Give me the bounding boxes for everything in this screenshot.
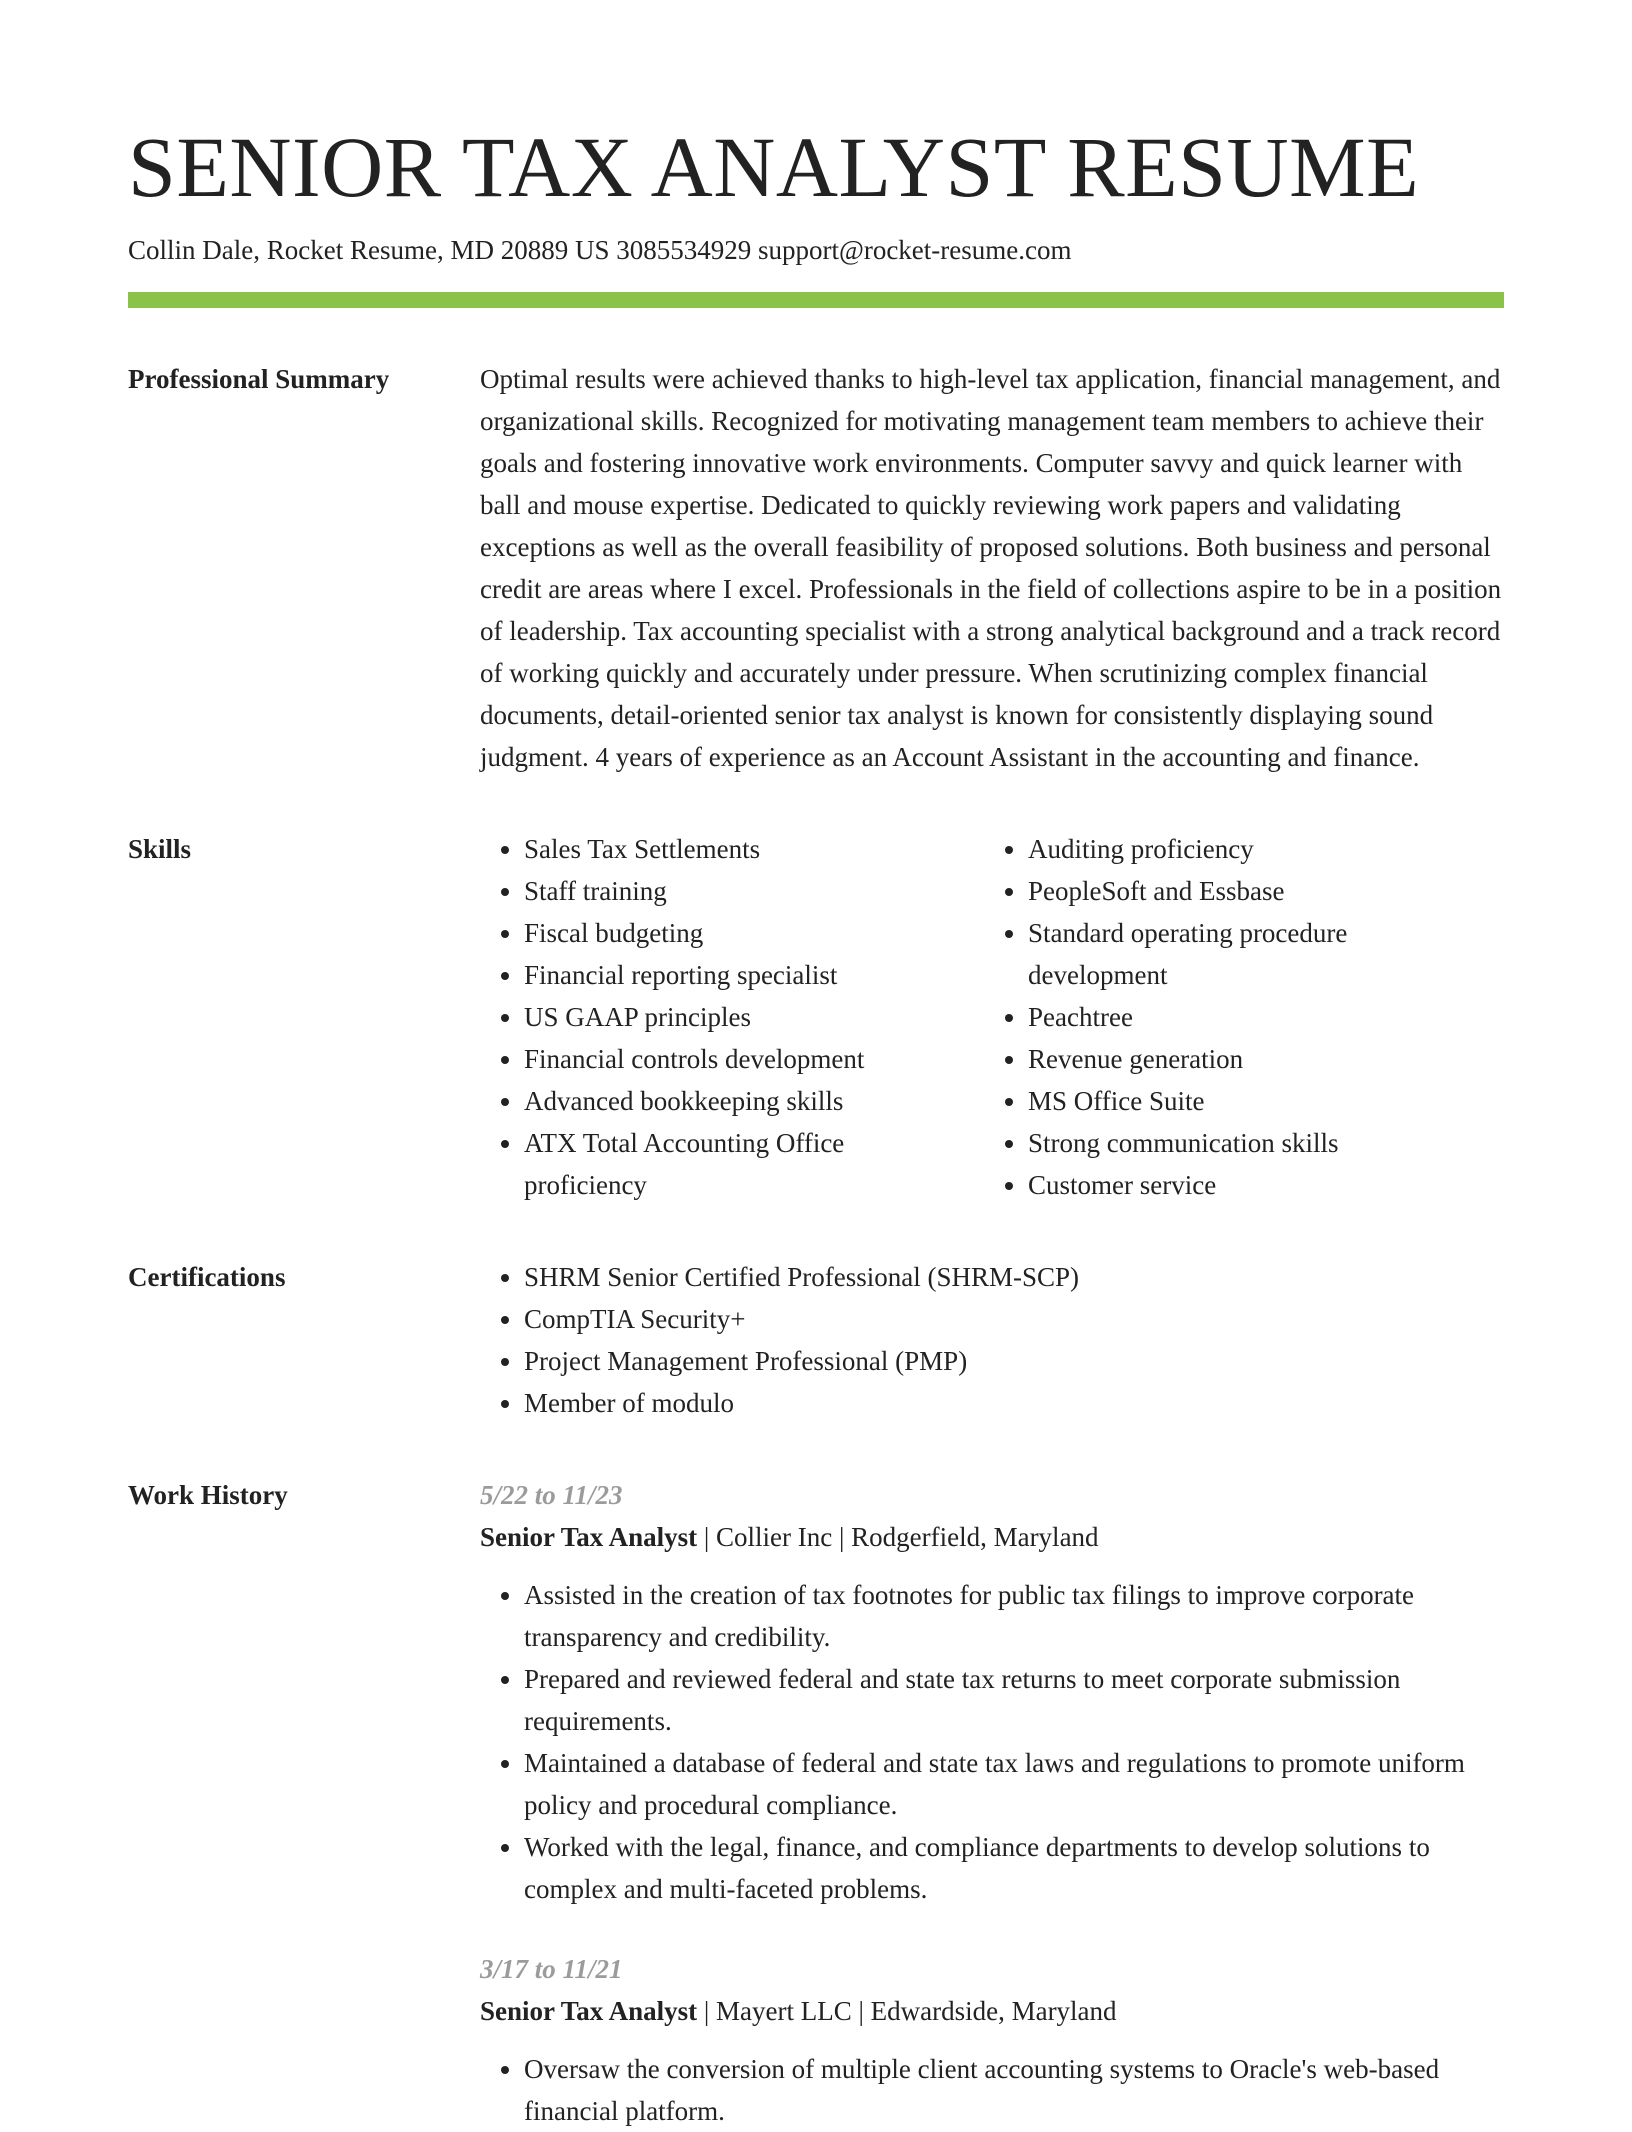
job-bullet: • Assisted in the creation of tax footnotes for public tax filings to improve corporate transparency and credibility. — [524, 1574, 1504, 1658]
resume-title: SENIOR TAX ANALYST RESUME — [128, 119, 1420, 215]
job-bullets — [480, 1574, 1504, 1910]
skill-item: • MS Office Suite — [1028, 1080, 1504, 1122]
skill-item: • Revenue generation — [1028, 1038, 1504, 1080]
skill-item: • Customer service — [1028, 1164, 1504, 1206]
certifications-section — [128, 1256, 1504, 1424]
summary-section — [128, 358, 1504, 778]
skill-item: • Staff training — [524, 870, 984, 912]
skill-item: • ATX Total Accounting Office proficiency — [524, 1122, 984, 1206]
certifications-list — [480, 1256, 1504, 1424]
skills-list-left — [480, 828, 984, 1206]
job-bullet: • Prepared and reviewed federal and state tax returns to meet corporate submission requirements. — [524, 1658, 1504, 1742]
job-bullets — [480, 2048, 1504, 2132]
job-dates: 5/22 to 11/23 — [480, 1480, 623, 1510]
section-label-work-history: Work History — [128, 1480, 288, 1510]
job-title: Senior Tax Analyst — [480, 1996, 698, 2026]
job-entry — [480, 1474, 1504, 1910]
job-company-location: | Collier Inc | Rodgerfield, Maryland — [697, 1522, 1099, 1552]
job-bullet: • Worked with the legal, finance, and compliance departments to develop solutions to complex and multi-faceted problems. — [524, 1826, 1504, 1910]
skill-item: • Auditing proficiency — [1028, 828, 1504, 870]
header-divider — [128, 292, 1504, 308]
skills-section — [128, 828, 1504, 1206]
skill-item: • Strong communication skills — [1028, 1122, 1504, 1164]
skill-item: • Sales Tax Settlements — [524, 828, 984, 870]
job-title: Senior Tax Analyst — [480, 1522, 698, 1552]
skills-list-right — [984, 828, 1504, 1206]
certification-item: • Member of modulo — [524, 1382, 1504, 1424]
work-history-section — [128, 1474, 1504, 2132]
section-label-certifications: Certifications — [128, 1262, 286, 1292]
section-label-skills: Skills — [128, 834, 192, 864]
skill-item: • US GAAP principles — [524, 996, 984, 1038]
skill-item: • Standard operating procedure development — [1028, 912, 1504, 996]
job-entry — [480, 1948, 1504, 2132]
certification-item: • CompTIA Security+ — [524, 1298, 1504, 1340]
resume-page — [128, 112, 1504, 2132]
skill-item: • Fiscal budgeting — [524, 912, 984, 954]
job-bullet: • Maintained a database of federal and state tax laws and regulations to promote uniform policy and procedural compliance. — [524, 1742, 1504, 1826]
contact-line: Collin Dale, Rocket Resume, MD 20889 US 3085534929 support@rocket-resume.com — [128, 235, 1072, 265]
skill-item: • Advanced bookkeeping skills — [524, 1080, 984, 1122]
section-label-summary: Professional Summary — [128, 364, 390, 394]
skill-item: • PeopleSoft and Essbase — [1028, 870, 1504, 912]
skill-item: • Financial reporting specialist — [524, 954, 984, 996]
skill-item: • Peachtree — [1028, 996, 1504, 1038]
certification-item: • Project Management Professional (PMP) — [524, 1340, 1504, 1382]
job-bullet: • Oversaw the conversion of multiple client accounting systems to Oracle's web-based financial platform. — [524, 2048, 1504, 2132]
job-dates: 3/17 to 11/21 — [480, 1954, 623, 1984]
job-heading — [480, 1990, 1504, 2032]
certification-item: • SHRM Senior Certified Professional (SHRM-SCP) — [524, 1256, 1504, 1298]
job-heading — [480, 1516, 1504, 1558]
summary-text: Optimal results were achieved thanks to high-level tax application, financial management, and organizational skills. Recognized for motivating management team members to achieve their goals and fostering innovative work environments. Computer savvy and quick learner with ball and mouse expertise. Dedicated to quickly reviewing work papers and validating exceptions as well as the overall feasibility of proposed solutions. Both business and personal credit are areas where I excel. Professionals in the field of collections aspire to be in a position of leadership. Tax accounting specialist with a strong analytical background and a track record of working quickly and accurately under pressure. When scrutinizing complex financial documents, detail-oriented senior tax analyst is known for consistently displaying sound judgment. 4 years of experience as an Account Assistant in the accounting and finance. — [480, 364, 1502, 772]
skill-item: • Financial controls development — [524, 1038, 984, 1080]
job-company-location: | Mayert LLC | Edwardside, Maryland — [697, 1996, 1117, 2026]
